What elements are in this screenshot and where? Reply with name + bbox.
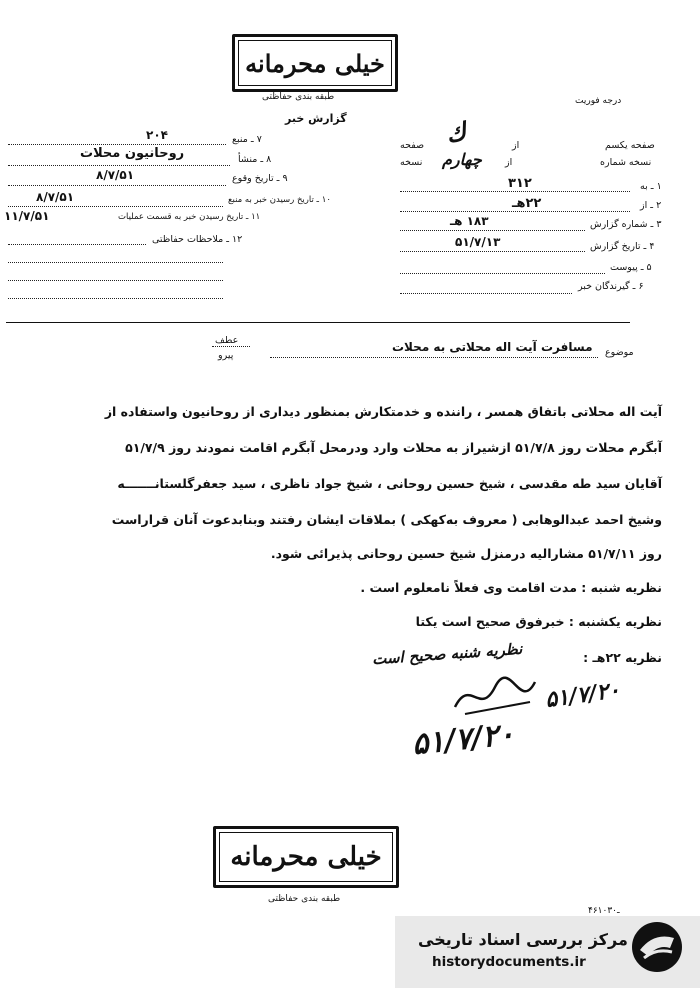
copy-total-value: چهارم — [442, 150, 482, 169]
notes-dotline-1 — [8, 244, 146, 245]
peyro-label: پیرو — [218, 350, 234, 361]
origin-label: ۸ ـ منشأ — [238, 154, 272, 165]
top-classification-stamp — [232, 34, 398, 92]
opinion-22h: نظریه ۲۲هـ : — [583, 650, 662, 665]
page-label: صفحه یکسم — [605, 140, 655, 151]
body-line-4: وشیخ احمد عبدالوهابی ( معروف به‌کهکی ) بملاقات ایشان رفتند وبنابدعوت آنان قراراست — [111, 512, 662, 527]
event-date-value: ۸/۷/۵۱ — [96, 168, 135, 182]
handwritten-signature-1 — [450, 672, 540, 722]
handwritten-opinion: نظریه شنبه صحیح است — [371, 639, 523, 669]
to-value: ۳۱۲ — [508, 176, 532, 191]
watermark-org-name: مرکز بررسی اسناد تاریخی — [418, 930, 628, 949]
recipients-label: ۶ ـ گیرندگان خبر — [578, 281, 644, 292]
report-no-dotline — [400, 230, 585, 231]
bottom-classification-stamp — [213, 826, 399, 888]
bottom-classification-caption: طبقه بندی حفاظتی — [268, 894, 341, 904]
origin-dotline — [8, 165, 230, 166]
page-from: از — [512, 140, 520, 151]
urgency-label: درجه فوریت — [575, 96, 622, 106]
attachment-label: ۵ ـ پیوست — [610, 262, 652, 273]
notes-dotline-4 — [8, 298, 223, 299]
atf-label: عطف — [215, 335, 239, 346]
watermark-site: historydocuments.ir — [432, 954, 586, 970]
notes-label: ۱۲ ـ ملاحظات حفاظتی — [152, 234, 243, 245]
signature-1-icon — [450, 672, 540, 722]
bottom-classification-stamp-text: خیلی محرمانه — [230, 842, 382, 872]
from-label: ۲ ـ از — [640, 200, 662, 211]
from-dotline — [400, 211, 630, 212]
header-divider — [6, 322, 630, 323]
receipt-source-value: ۸/۷/۵۱ — [36, 190, 75, 204]
recipients-dotline — [400, 293, 572, 294]
event-date-dotline — [8, 185, 226, 186]
report-no-value: ۱۸۳ هـ — [450, 214, 489, 228]
copy-unit: نسخه — [400, 157, 423, 168]
body-line-3: آقایان سید طه مقدسی ، شیخ حسین روحانی ، شیخ جواد ناظری ، سید جعفرگلستانـــــــه — [117, 476, 662, 491]
report-no-label: ۳ ـ شماره گزارش — [590, 219, 662, 230]
report-date-label: ۴ ـ تاریخ گزارش — [590, 241, 655, 252]
opinion-sunday: نظریه یکشنبه : خبرفوق صحیح است یکتا — [415, 614, 662, 629]
opinion-saturday: نظریه شنبه : مدت اقامت وی فعلاً نامعلوم است . — [360, 580, 662, 595]
report-date-dotline — [400, 251, 585, 252]
history-documents-logo-icon — [630, 920, 684, 974]
copy-from: از — [505, 157, 513, 168]
source-label: ۷ ـ منبع — [232, 134, 262, 145]
subject-value: مسافرت آیت اله محلاتی به محلات — [392, 340, 593, 354]
notes-dotline-3 — [8, 280, 223, 281]
attachment-dotline — [400, 273, 605, 274]
handwritten-date-1: ۵۱/۷/۲۰ — [543, 676, 622, 714]
form-code: ۴۶ـ۱۰۳۰ — [588, 906, 620, 916]
receipt-source-label: ۱۰ ـ تاریخ رسیدن خبر به منبع — [228, 195, 331, 205]
origin-value: روحانیون محلات — [80, 146, 185, 161]
form-title: گزارش خبر — [285, 112, 347, 125]
atf-dotline — [212, 346, 250, 347]
body-line-2: آبگرم محلات روز ۵۱/۷/۸ ازشیراز به محلات وارد ودرمحل آبگرم اقامت نمودند روز ۵۱/۷/۹ — [125, 440, 662, 455]
receipt-source-dotline — [8, 206, 223, 207]
body-line-1: آیت اله محلاتی باتفاق همسر ، راننده و خدمتکارش بمنظور دیداری از روحانیون واستفاده از — [104, 404, 662, 419]
page-handwritten-mark: ك — [443, 116, 469, 149]
top-classification-stamp-text: خیلی محرمانه — [245, 48, 385, 78]
receipt-ops-label: ۱۱ ـ تاریخ رسیدن خبر به قسمت عملیات — [118, 212, 261, 222]
body-line-5: روز ۵۱/۷/۱۱ مشارالیه درمنزل شیخ حسین روحانی پذیرائی شود. — [270, 546, 662, 561]
page-unit: صفحه — [400, 140, 425, 151]
to-dotline — [400, 191, 630, 192]
subject-dotline — [270, 357, 598, 358]
receipt-ops-value: ۱۱/۷/۵۱ — [4, 209, 50, 223]
handwritten-date-2: ۵۱/۷/۲۰ — [410, 716, 517, 763]
report-date-value: ۵۱/۷/۱۳ — [455, 235, 501, 249]
source-dotline — [8, 144, 226, 145]
from-value: ۲۲هـ — [512, 196, 542, 211]
event-date-label: ۹ ـ تاریخ وقوع — [232, 173, 288, 184]
top-classification-caption: طبقه بندی حفاظتی — [262, 92, 335, 102]
subject-label: موضوع — [605, 347, 634, 358]
to-label: ۱ ـ به — [640, 181, 662, 192]
notes-dotline-2 — [8, 262, 223, 263]
source-value: ۲۰۴ — [146, 128, 168, 142]
copy-label: نسخه شماره — [600, 157, 652, 168]
